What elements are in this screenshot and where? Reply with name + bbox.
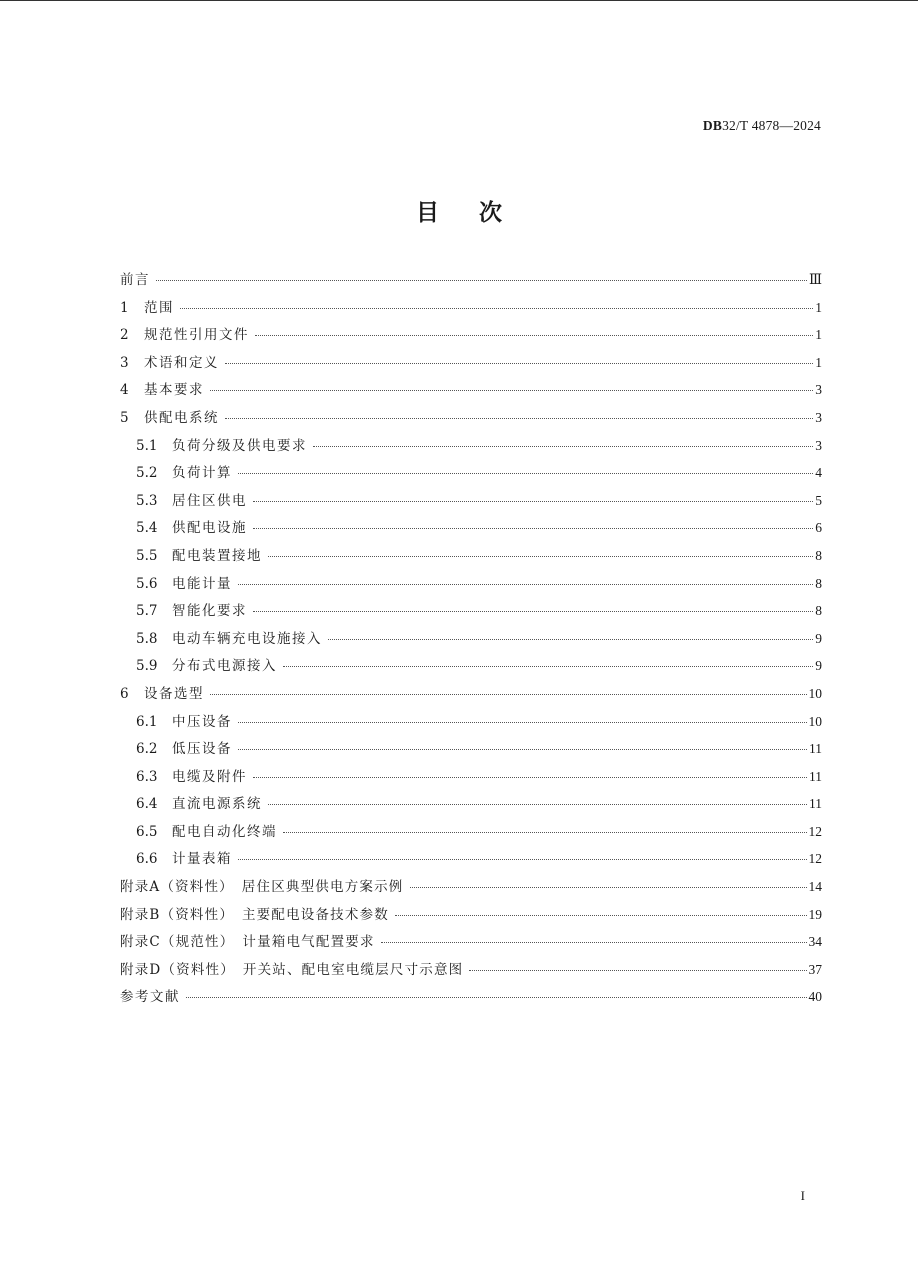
toc-entry-number: 5.1 <box>136 437 158 454</box>
toc-entry[interactable] <box>120 544 822 572</box>
toc-dot-leader <box>238 722 807 723</box>
toc-entry-page: 34 <box>808 934 822 950</box>
toc-entry-page: 12 <box>808 823 822 839</box>
toc-entry-number: 3 <box>120 354 129 371</box>
toc-entry-page: 11 <box>809 796 822 812</box>
standard-code-number: 32/T 4878—2024 <box>722 118 821 133</box>
toc-dot-leader <box>469 970 806 971</box>
toc-entry[interactable] <box>120 875 822 903</box>
toc-entry-label: 分布式电源接入 <box>172 658 277 675</box>
toc-entry-label: 电能计量 <box>172 575 232 592</box>
toc-entry-number: 6.5 <box>136 823 158 840</box>
toc-entry[interactable] <box>120 847 822 875</box>
toc-entry-page: Ⅲ <box>808 272 822 287</box>
toc-entry-number: 5.9 <box>136 658 158 675</box>
toc-entry[interactable] <box>120 627 822 655</box>
toc-entry-label: 规范性引用文件 <box>144 327 249 344</box>
toc-entry-label: 居住区供电 <box>172 492 247 509</box>
toc-entry[interactable] <box>120 710 822 738</box>
page-top-rule <box>0 0 918 1</box>
toc-entry[interactable] <box>120 765 822 793</box>
toc-entry-page: 8 <box>815 603 822 619</box>
footer-page-number: I <box>800 1188 805 1203</box>
toc-entry[interactable] <box>120 461 822 489</box>
toc-entry-page: 1 <box>815 354 822 370</box>
toc-entry-number: 5.6 <box>136 575 158 592</box>
toc-entry-label: 计量表箱 <box>172 851 232 868</box>
toc-entry[interactable] <box>120 351 822 379</box>
toc-entry[interactable] <box>120 434 822 462</box>
toc-entry-label: 电缆及附件 <box>172 768 247 785</box>
toc-dot-leader <box>238 749 807 750</box>
toc-entry-label: 基本要求 <box>144 382 204 399</box>
toc-dot-leader <box>253 501 813 502</box>
toc-entry-label: 附录A（资料性） 居住区典型供电方案示例 <box>120 879 404 896</box>
toc-entry[interactable] <box>120 296 822 324</box>
toc-entry[interactable] <box>120 516 822 544</box>
toc-entry-label: 附录B（资料性） 主要配电设备技术参数 <box>120 906 389 923</box>
toc-entry[interactable] <box>120 599 822 627</box>
toc-entry-page: 11 <box>809 741 822 757</box>
toc-entry-page: 9 <box>815 630 822 646</box>
toc-entry-label: 参考文献 <box>120 989 180 1006</box>
toc-entry-page: 8 <box>815 547 822 563</box>
toc-dot-leader <box>395 915 807 916</box>
toc-dot-leader <box>180 308 813 309</box>
toc-entry-number: 5.3 <box>136 492 158 509</box>
toc-entry[interactable] <box>120 792 822 820</box>
toc-dot-leader <box>225 363 813 364</box>
toc-entry-label: 供配电设施 <box>172 520 247 537</box>
toc-entry[interactable] <box>120 572 822 600</box>
toc-entry-number: 5.4 <box>136 520 158 537</box>
toc-entry-label: 低压设备 <box>172 741 232 758</box>
toc-entry-page: 5 <box>815 492 822 508</box>
toc-entry-number: 4 <box>120 382 129 399</box>
toc-entry-number: 6 <box>120 685 129 702</box>
toc-entry-page: 11 <box>809 768 822 784</box>
toc-entry-page: 3 <box>815 409 822 425</box>
toc-entry[interactable] <box>120 820 822 848</box>
toc-entry[interactable] <box>120 378 822 406</box>
toc-entry[interactable] <box>120 406 822 434</box>
toc-dot-leader <box>328 639 813 640</box>
toc-entry[interactable] <box>120 903 822 931</box>
toc-entry-page: 3 <box>815 437 822 453</box>
toc-dot-leader <box>253 528 813 529</box>
toc-entry-number: 5.8 <box>136 630 158 647</box>
toc-entry-page: 4 <box>815 465 822 481</box>
toc-entry-number: 5.7 <box>136 603 158 620</box>
toc-entry-label: 电动车辆充电设施接入 <box>172 630 322 647</box>
toc-entry-page: 10 <box>808 685 822 701</box>
toc-entry-number: 5.5 <box>136 547 158 564</box>
toc-entry-number: 6.6 <box>136 851 158 868</box>
toc-entry-page: 12 <box>808 851 822 867</box>
table-of-contents <box>120 268 822 1013</box>
toc-entry-label: 前言 <box>120 272 150 288</box>
toc-entry-label: 负荷计算 <box>172 465 232 482</box>
toc-entry-label: 配电自动化终端 <box>172 823 277 840</box>
toc-entry[interactable] <box>120 323 822 351</box>
toc-dot-leader <box>381 942 807 943</box>
toc-entry-label: 范围 <box>144 299 174 316</box>
page-title: 目次 <box>416 200 542 226</box>
toc-entry-number: 6.1 <box>136 713 158 730</box>
toc-entry-label: 配电装置接地 <box>172 547 262 564</box>
toc-entry-number: 5 <box>120 409 129 426</box>
toc-entry-page: 8 <box>815 575 822 591</box>
toc-entry[interactable] <box>120 930 822 958</box>
toc-entry-page: 6 <box>815 520 822 536</box>
toc-entry-page: 10 <box>808 713 822 729</box>
toc-entry[interactable] <box>120 737 822 765</box>
toc-dot-leader <box>238 473 813 474</box>
toc-entry-label: 设备选型 <box>144 685 204 702</box>
toc-entry-number: 2 <box>120 327 129 344</box>
standard-code-prefix: DB <box>702 118 723 133</box>
toc-entry-number: 6.2 <box>136 741 158 758</box>
toc-entry-label: 负荷分级及供电要求 <box>172 437 307 454</box>
toc-entry-page: 40 <box>808 989 822 1005</box>
toc-dot-leader <box>225 418 813 419</box>
toc-entry-label: 附录C（规范性） 计量箱电气配置要求 <box>120 934 375 951</box>
toc-entry-page: 1 <box>815 327 822 343</box>
toc-entry-number: 6.4 <box>136 796 158 813</box>
toc-entry[interactable] <box>120 268 822 296</box>
standard-code <box>703 118 821 134</box>
toc-entry-number: 5.2 <box>136 465 158 482</box>
toc-entry-page: 9 <box>815 658 822 674</box>
toc-dot-leader <box>268 804 807 805</box>
toc-dot-leader <box>283 666 813 667</box>
toc-dot-leader <box>255 335 813 336</box>
toc-dot-leader <box>238 584 813 585</box>
toc-entry-page: 19 <box>808 906 822 922</box>
toc-dot-leader <box>186 997 807 998</box>
toc-entry[interactable] <box>120 985 822 1013</box>
toc-dot-leader <box>156 280 807 281</box>
toc-entry-page: 3 <box>815 382 822 398</box>
toc-dot-leader <box>313 446 813 447</box>
toc-entry-label: 供配电系统 <box>144 409 219 426</box>
toc-entry[interactable] <box>120 654 822 682</box>
toc-entry-page: 1 <box>815 299 822 315</box>
toc-entry[interactable] <box>120 682 822 710</box>
toc-entry-label: 智能化要求 <box>172 603 247 620</box>
toc-entry-number: 1 <box>120 299 129 316</box>
toc-entry[interactable] <box>120 489 822 517</box>
toc-entry[interactable] <box>120 958 822 986</box>
toc-dot-leader <box>210 694 807 695</box>
toc-entry-page: 37 <box>808 961 822 977</box>
toc-dot-leader <box>268 556 813 557</box>
toc-entry-label: 直流电源系统 <box>172 796 262 813</box>
toc-dot-leader <box>210 390 813 391</box>
toc-entry-number: 6.3 <box>136 768 158 785</box>
toc-entry-page: 14 <box>808 879 822 895</box>
toc-dot-leader <box>283 832 807 833</box>
toc-dot-leader <box>238 859 807 860</box>
toc-entry-label: 术语和定义 <box>144 354 219 371</box>
toc-dot-leader <box>410 887 807 888</box>
toc-dot-leader <box>253 611 813 612</box>
toc-entry-label: 附录D（资料性） 开关站、配电室电缆层尺寸示意图 <box>120 961 464 978</box>
toc-entry-label: 中压设备 <box>172 713 232 730</box>
toc-dot-leader <box>253 777 807 778</box>
